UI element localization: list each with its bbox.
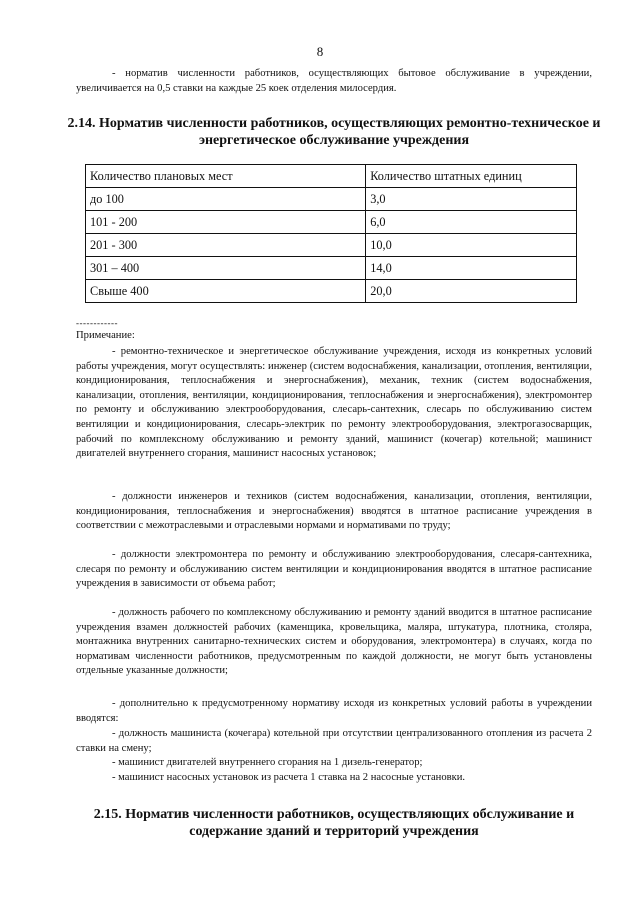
- separator-line: ------------: [76, 318, 118, 328]
- table-row: [86, 234, 577, 257]
- note-paragraph: - должность рабочего по комплексному обслуживанию и ремонту зданий вводится в штатное расписание учреждения взамен должностей рабочих (каменщика, кровельщика, маляра, штукатура, плотника, столяра, монтажника внутренних санитарно-технических систем и оборудования, электромонтера) в случаях, когда по нормативам численности работников, предусмотренным по каждой должности, не могут быть установлены отдельные указанные должности;: [76, 607, 592, 677]
- note-paragraph: - должность машиниста (кочегара) котельной при отсутствии централизованного отопления из расчета 2 ставки на смену;: [76, 728, 592, 754]
- table-cell: 20,0: [366, 280, 577, 303]
- section-2-15-title: 2.15. Норматив численности работников, осуществляющих обслуживание и содержание зданий и территорий учреждения: [93, 807, 575, 839]
- section-2-14-title: 2.14. Норматив численности работников, осуществляющих ремонтно-техническое и энергетическое обслуживание учреждения: [67, 116, 601, 148]
- table-cell: 3,0: [366, 188, 577, 211]
- table-cell: Свыше 400: [86, 280, 366, 303]
- staffing-norm-table: [85, 164, 577, 303]
- table-cell: 10,0: [366, 234, 577, 257]
- table-row: [86, 257, 577, 280]
- table-cell: 6,0: [366, 211, 577, 234]
- page-number: 8: [316, 44, 324, 59]
- table-header-cell: Количество плановых мест: [86, 165, 366, 188]
- table-row: [86, 188, 577, 211]
- note-paragraph: - должности инженеров и техников (систем водоснабжения, канализации, отопления, вентиляции, кондиционирования, теплоснабжения и энергоснабжения) вводятся в штатное расписание учреждения в соответствии с межотраслевыми и отраслевыми нормами и нормативами по труду;: [76, 491, 592, 532]
- note-paragraph: - должности электромонтера по ремонту и обслуживанию электрооборудования, слесаря-сантехника, слесаря по ремонту и обслуживанию систем вентиляции и кондиционирования вводятся в штатное расписание учреждения в зависимости от объема работ;: [76, 549, 592, 590]
- table-cell: 301 – 400: [86, 257, 366, 280]
- table-header-row: [86, 165, 577, 188]
- table-cell: 14,0: [366, 257, 577, 280]
- table-cell: 101 - 200: [86, 211, 366, 234]
- table-cell: до 100: [86, 188, 366, 211]
- table-row: [86, 211, 577, 234]
- table-header-cell: Количество штатных единиц: [366, 165, 577, 188]
- intro-paragraph: - норматив численности работников, осуществляющих бытовое обслуживание в учреждении, увеличивается на 0,5 ставки на каждые 25 коек отделения милосердия.: [76, 68, 592, 94]
- note-paragraph: - ремонтно-техническое и энергетическое обслуживание учреждения, исходя из конкретных условий работы учреждения, могут осуществлять: инженер (систем водоснабжения, канализации, отопления, вентиляции, кондиционирования, теплоснабжения и энергоснабжения), механик, техник (систем водоснабжения, канализации, отопления, вентиляции, кондиционирования, теплоснабжения и энергоснабжения), электромонтер по ремонту и обслуживанию электрооборудования, слесарь-сантехник, слесарь по обслуживанию систем вентиляции и кондиционирования, слесарь-электрик по ремонту электрооборудования, электрогазосварщик, рабочий по комплексному обслуживанию и ремонту зданий, машинист (кочегар) котельной; машинист двигателей внутреннего сгорания, машинист насосных установок;: [76, 346, 592, 460]
- note-paragraph: - дополнительно к предусмотренному нормативу исходя из конкретных условий работы в учреждении вводятся:: [76, 698, 592, 724]
- note-paragraph: - машинист двигателей внутреннего сгорания на 1 дизель-генератор;: [112, 757, 423, 768]
- note-label: Примечание:: [76, 330, 135, 341]
- note-paragraph: - машинист насосных установок из расчета 1 ставка на 2 насосные установки.: [112, 772, 466, 783]
- table-row: [86, 280, 577, 303]
- table-cell: 201 - 300: [86, 234, 366, 257]
